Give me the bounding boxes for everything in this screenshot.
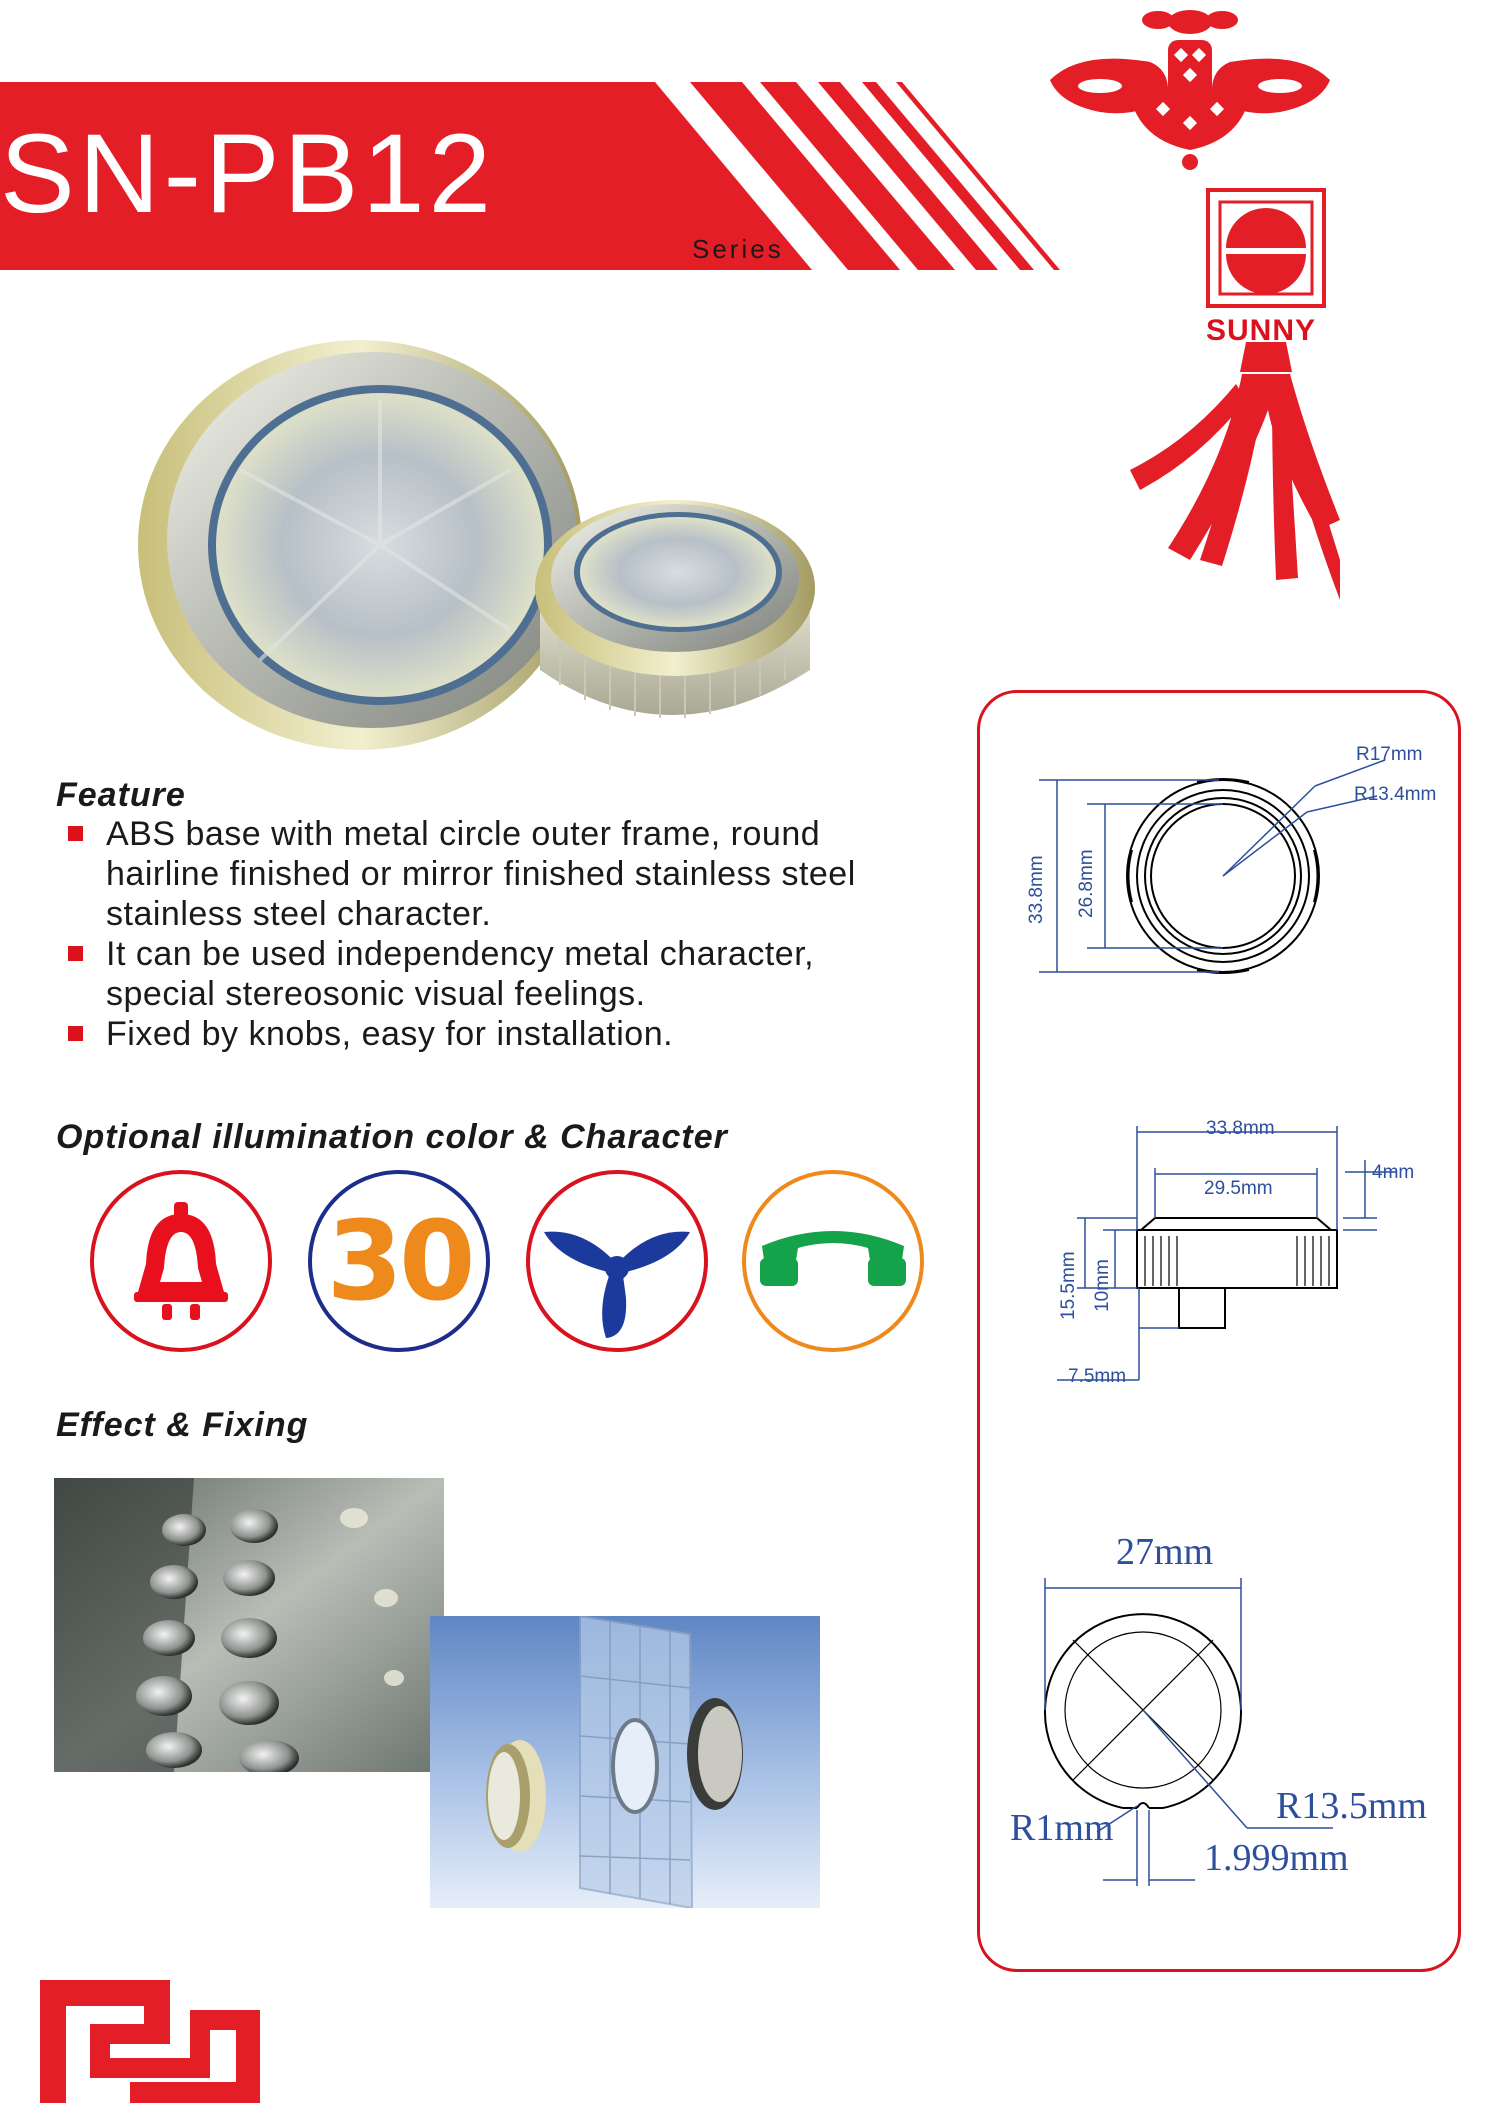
bullet-square-icon	[68, 826, 83, 841]
fan-icon	[524, 1168, 710, 1354]
dim-notch-radius: R1mm	[1010, 1807, 1114, 1849]
bullet-square-icon	[68, 946, 83, 961]
dim-outer-height: 33.8mm	[1026, 855, 1047, 924]
feature-line: Fixed by knobs, easy for installation.	[106, 1015, 674, 1053]
dimension-drawings	[977, 690, 1461, 1972]
dim-cap-depth: 4mm	[1372, 1162, 1415, 1183]
feature-item	[64, 1014, 964, 1054]
feature-line: ABS base with metal circle outer frame, round	[106, 815, 821, 853]
dim-stem-length: 7.5mm	[1068, 1366, 1127, 1387]
brand-name: SUNNY	[1206, 314, 1317, 347]
dim-inner-radius: R13.4mm	[1354, 784, 1437, 805]
number-30-symbol	[306, 1168, 492, 1354]
feature-list	[64, 814, 964, 1054]
feature-item	[64, 934, 964, 1014]
feature-item	[64, 814, 964, 934]
feature-line: hairline finished or mirror finished stainless steel	[106, 855, 856, 893]
feature-line: It can be used independency metal character,	[106, 935, 815, 973]
dim-overall-width: 33.8mm	[1206, 1118, 1275, 1139]
feature-line: special stereosonic visual feelings.	[106, 975, 646, 1013]
feature-line: stainless steel character.	[106, 895, 492, 933]
model-title: SN-PB12	[0, 111, 495, 236]
phone-icon	[740, 1168, 926, 1354]
effect-title: Effect & Fixing	[56, 1406, 309, 1444]
dim-body-height: 15.5mm	[1058, 1251, 1079, 1320]
elevator-panel-photo	[54, 1478, 444, 1772]
dim-face-width: 29.5mm	[1204, 1178, 1273, 1199]
dim-inner-height: 26.8mm	[1076, 849, 1097, 918]
footer-pattern-icon	[40, 1970, 260, 2103]
feature-title: Feature	[56, 776, 186, 814]
illumination-title: Optional illumination color & Character	[56, 1118, 728, 1156]
installation-photo	[430, 1616, 820, 1908]
dim-cutout-radius: R13.5mm	[1276, 1785, 1427, 1827]
product-photo	[110, 340, 910, 760]
bell-icon	[88, 1168, 274, 1354]
dim-cutout-diameter: 27mm	[1116, 1531, 1214, 1573]
dim-knurl-height: 10mm	[1092, 1259, 1113, 1312]
dim-outer-radius: R17mm	[1356, 744, 1423, 765]
dim-notch-width: 1.999mm	[1204, 1837, 1349, 1879]
number-30-text: 30	[326, 1197, 472, 1325]
bullet-square-icon	[68, 1026, 83, 1041]
series-label: Series	[692, 234, 784, 264]
sunny-logo	[1040, 0, 1340, 612]
